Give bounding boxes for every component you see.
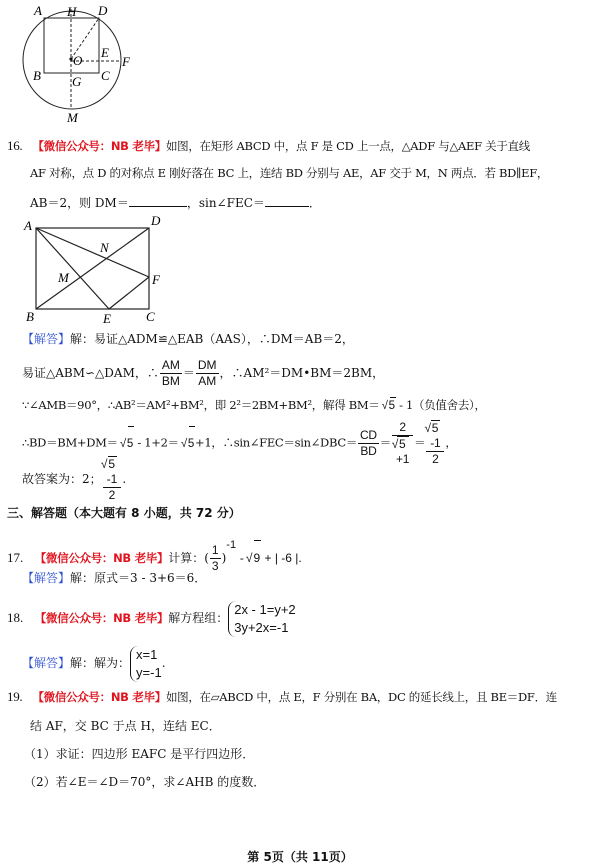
fraction-am-bm	[160, 358, 182, 389]
label-b: B	[33, 68, 41, 83]
q19-part2: （2）若∠E＝∠D＝70°，求∠AHB 的度数．	[24, 775, 266, 789]
solution-text: +1，∴sin∠FEC＝sin∠DBC＝	[194, 435, 358, 450]
q17-solution	[22, 570, 206, 586]
sqrt-5: √ 5	[108, 456, 118, 472]
solution-text: - 1（负值舍去），	[395, 398, 486, 412]
q18-solution	[22, 643, 166, 683]
fraction-2-sqrt5-plus-1	[392, 420, 413, 467]
punct: .	[122, 472, 127, 486]
q16-text3a: AB＝2，则 DM＝	[30, 196, 129, 210]
q16-text2: AF 对称，点 D 的对称点 E 刚好落在 BC 上，连结 BD 分别与 AE，AF 交于 M，N 两点．若 BD∥EF，	[30, 166, 549, 180]
denominator: 2	[432, 452, 439, 466]
circle-square-figure	[0, 0, 160, 125]
numerator	[426, 420, 444, 452]
q19-text1: 如图，在▱ABCD 中，点 E，F 分别在 BA，DC 的延长线上，且 BE＝DF．连	[165, 690, 557, 704]
q16-solution-2	[22, 357, 384, 389]
q16-solution-3	[22, 397, 486, 414]
q16-text1: 如图，在矩形 ABCD 中，点 F 是 CD 上一点，△ADF 与△AEF 关于直线	[165, 139, 530, 153]
denominator: BD	[360, 444, 377, 458]
equation-system	[228, 601, 295, 637]
sqrt-5: √ 5	[397, 436, 409, 452]
equation-1: 2x - 1=y+2	[234, 601, 296, 617]
q16-solution-1	[22, 331, 354, 347]
sqrt-5: √ 5	[128, 426, 134, 461]
q16-solution-4: ∴BD＝BM+DM＝√ 5 - 1+2＝√ 5+1，∴sin∠FEC＝sin∠DBC＝ $\frac{CD}{BD}$ ＝ 2 √ 5 +1 ＝ √ 5 -1 2 ，	[22, 420, 457, 467]
fraction-cd-bd	[358, 428, 379, 459]
solution-x: x=1	[136, 646, 158, 662]
numerator: AM	[161, 358, 180, 372]
denominator: 2	[108, 488, 116, 502]
answer-blank-sin	[265, 194, 309, 207]
denominator: AM	[198, 374, 217, 388]
punct: .	[161, 656, 166, 670]
answer-tag: 【解答】	[22, 656, 71, 670]
denominator-rest: +1	[395, 452, 410, 466]
q16-tag: 【微信公众号：NB 老毕】	[32, 139, 166, 153]
rectangle-figure	[0, 212, 180, 327]
numerator: 1	[211, 543, 219, 557]
q19-line1	[7, 689, 557, 705]
label-e: E	[101, 45, 109, 60]
solution-text: - 1+2＝	[133, 435, 179, 450]
line-ae	[36, 228, 109, 309]
solution-y: y=-1	[136, 664, 162, 680]
label-o: O	[73, 53, 83, 68]
numerator-rest: -1	[430, 436, 441, 450]
label-m: M	[58, 270, 69, 285]
q17-line: 17. 【微信公众号：NB 老毕】计算：( $\frac{1}{3}$ )$^{-1}$ -√ 9 + | -6 |.	[7, 528, 302, 575]
q16-text3c: ．	[308, 196, 321, 210]
q17-tag: 【微信公众号：NB 老毕】	[34, 551, 169, 565]
q16-text3b: ，sin∠FEC＝	[186, 196, 265, 210]
exponent: -1	[226, 539, 237, 551]
label-d: D	[98, 3, 108, 18]
sqrt-5: √ 5	[189, 426, 195, 461]
label-d: D	[151, 213, 161, 228]
q19-part1: （1）求证：四边形 EAFC 是平行四边形．	[24, 747, 255, 761]
label-h: H	[67, 4, 77, 19]
fraction-sqrt5-minus-1-over-2	[426, 420, 444, 467]
q18-number: 18.	[7, 610, 24, 625]
line-bd	[36, 228, 149, 309]
label-f: F	[152, 272, 160, 287]
sqrt-5: √ 5	[390, 397, 396, 414]
solution-text: 解：易证△ADM≌△EAB（AAS），∴DM＝AB＝2，	[70, 332, 354, 346]
answer-tag: 【解答】	[22, 571, 71, 585]
label-a: A	[24, 218, 32, 233]
label-c: C	[146, 309, 155, 324]
sqrt-5: √ 5	[431, 420, 440, 436]
answer-blank-dm	[129, 194, 187, 207]
denominator	[392, 436, 413, 467]
q19-tag: 【微信公众号：NB 老毕】	[32, 690, 166, 704]
q17-prompt: 计算：	[168, 551, 205, 565]
final-answer-fraction	[103, 456, 122, 503]
label-m: M	[67, 110, 78, 125]
denominator: 3	[211, 559, 219, 573]
label-n: N	[100, 240, 109, 255]
numerator: DM	[197, 358, 217, 372]
solution-system	[130, 646, 162, 682]
solution-text: 故答案为：2；	[22, 472, 102, 486]
fraction-dm-am	[196, 358, 219, 389]
answer-tag: 【解答】	[22, 332, 71, 346]
solution-text: ，∴AM²＝DM•BM＝2BM，	[219, 366, 385, 380]
numerator-rest: -1	[106, 472, 118, 486]
section-title: 三、解答题（本大题有 8 小题，共 72 分）	[7, 506, 241, 520]
solution-text: 易证△ABM∽△DAM，∴	[22, 366, 159, 380]
solution-text: 解：原式＝3 - 3+6＝6．	[70, 571, 207, 585]
solution-text: ∴BD＝BM+DM＝	[22, 435, 118, 450]
numerator: 2	[392, 420, 413, 436]
label-c: C	[101, 68, 110, 83]
q16-line3	[30, 194, 321, 211]
fraction-one-third	[210, 543, 221, 574]
label-g: G	[72, 74, 82, 89]
sqrt-9: √ 9	[254, 540, 261, 575]
page-footer: 第 5页（共 11页）	[247, 850, 353, 864]
q19-text2: 结 AF，交 BC 于点 H，连结 EC．	[30, 719, 221, 733]
q16-line1	[7, 138, 530, 154]
q17-number: 17.	[7, 550, 24, 565]
q18-tag: 【微信公众号：NB 老毕】	[34, 611, 169, 625]
denominator: BM	[161, 374, 180, 388]
q18-line	[7, 598, 296, 638]
solution-text: ∵∠AMB＝90°，∴AB²＝AM²+BM²，即 2²＝2BM+BM²，解得 BM＝	[22, 398, 380, 412]
q16-number: 16.	[7, 138, 23, 153]
solution-text: 解：解为：	[70, 656, 131, 670]
line-af	[36, 228, 149, 277]
numerator: CD	[360, 428, 377, 442]
label-a: A	[34, 3, 42, 18]
q19-number: 19.	[7, 689, 23, 704]
label-f: F	[122, 54, 130, 69]
q16-solution-5	[22, 456, 126, 503]
punct: ，	[445, 435, 457, 450]
numerator	[103, 456, 122, 488]
minus: -	[239, 551, 244, 565]
q17-rest: + | -6 |.	[261, 551, 302, 565]
equals: ＝	[182, 366, 195, 380]
q18-prompt: 解方程组：	[168, 611, 229, 625]
equation-2: 3y+2x=-1	[234, 619, 289, 635]
label-b: B	[26, 309, 34, 324]
line-ef	[109, 277, 149, 309]
label-e: E	[103, 311, 111, 326]
